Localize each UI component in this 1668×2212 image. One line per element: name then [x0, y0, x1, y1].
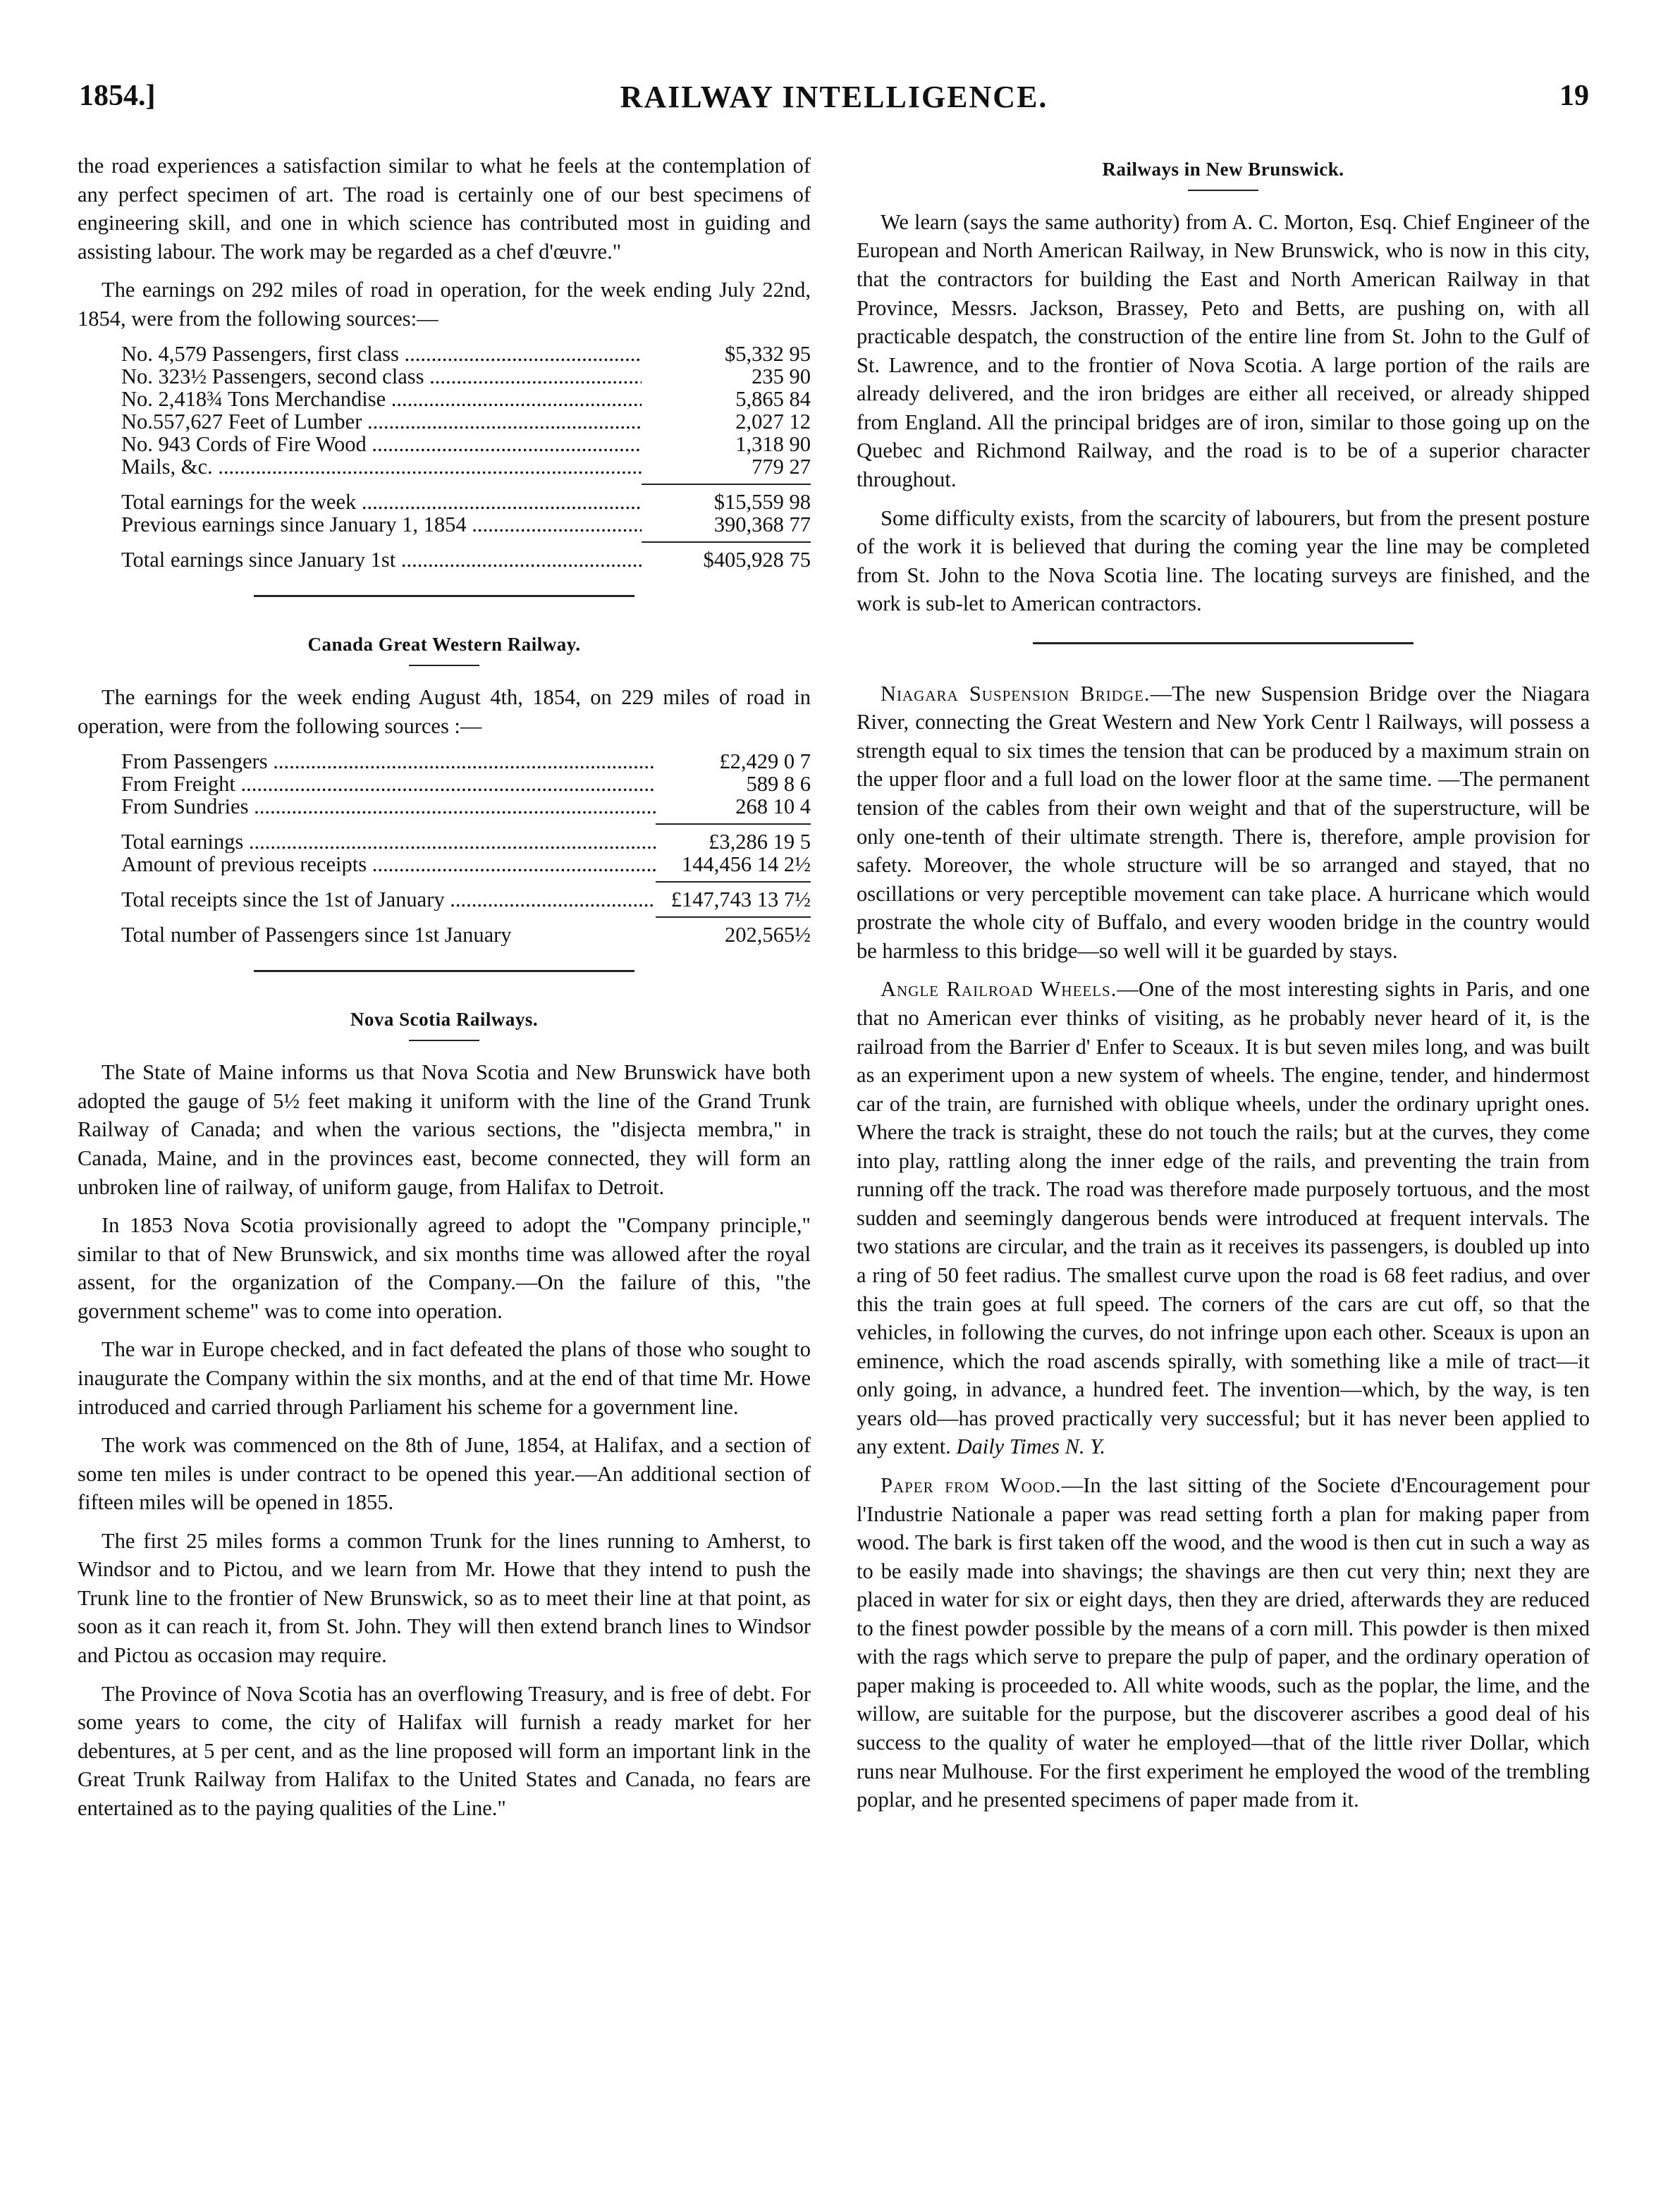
- table-row: From Sundries ..... 268 10 4: [121, 795, 811, 818]
- sum-rule: [642, 484, 811, 485]
- paper-from-wood-body: —In the last sitting of the Societe d'Encouragement pour l'Industrie Nationale a paper was read setting forth a plan for making paper from wood. The bark is first taken off the wood, and the wood is then cut in such a way as to be easily made into shavings; the shavings are then cut very thin; next they are placed in water for six or eight days, then they are dried, afterwards they are reduced to the finest powder possible by the means of a corn mill. This powder is then mixed with the rags which serve to prepare the pulp of paper, and the ordinary operation of paper making is proceeded to. All white woods, such as the poplar, the lime, and the willow, are suitable for the purpose, but the discoverer ascribes a good deal of his success to the quality of water he employed—that of the little river Dollar, which runs near Mulhouse. For the first experiment he employed the wood of the trembling poplar, and he presented specimens of paper made from it.: [857, 1473, 1590, 1812]
- section-divider: [254, 970, 634, 972]
- section-heading-canada-great-western: Canada Great Western Railway.: [307, 634, 581, 656]
- section-heading-new-brunswick: Railways in New Brunswick.: [1102, 159, 1344, 180]
- section-divider: [1033, 642, 1413, 644]
- grand-total-row: Total earnings since January 1st ..... $405,928 75: [78, 548, 811, 571]
- table-row: Mails, &c. ..... 779 27: [78, 455, 811, 478]
- continued-paragraph: the road experiences a satisfaction similar to what he feels at the contemplation of any perfect specimen of art. The road is certainly one of our best specimens of engineering skill, and one in which science has contributed most in guiding and assisting labour. The work may be regarded as a chef d'œuvre.": [78, 154, 811, 264]
- article-paragraph: The first 25 miles forms a common Trunk for the lines running to Amherst, to Windsor and to Pictou, and we learn from Mr. Howe that they intend to push the Trunk line to the frontier of New Brunswick, so as to meet their line at that point, as soon as it can reach it, from St. John. They will then extend branch lines to Windsor and Pictou as occasion may require.: [78, 1528, 811, 1667]
- sum-rule: [656, 881, 811, 883]
- table-row: No. 943 Cords of Fire Wood ..... 1,318 90: [78, 433, 811, 455]
- total-row: Total earnings for the week ..... $15,559 98: [78, 491, 811, 513]
- sum-rule: [642, 541, 811, 543]
- article-paragraph: The State of Maine informs us that Nova Scotia and New Brunswick have both adopted the gauge of 5½ feet making it uniform with the line of the Grand Trunk Railway of Canada; and when the various sections, the "disjecta membra," in Canada, Maine, and in the provinces east, become connected, they will form an unbroken line of railway, of uniform gauge, from Halifax to Detroit.: [78, 1060, 811, 1199]
- total-row: Total earnings ..... £3,286 19 5: [121, 830, 811, 853]
- heading-rule: [1188, 190, 1258, 191]
- niagara-article: [857, 680, 1590, 966]
- heading-rule: [409, 665, 479, 666]
- table-row: No. 323½ Passengers, second class ..... 235 90: [78, 365, 811, 388]
- page-number: 19: [1559, 80, 1589, 112]
- section-heading-nova-scotia: Nova Scotia Railways.: [350, 1009, 539, 1031]
- table-row: From Freight ..... 589 8 6: [121, 773, 811, 795]
- cgw-earnings-table: [78, 750, 811, 946]
- heading-rule: [409, 1040, 479, 1041]
- angle-wheels-article: [857, 975, 1590, 1461]
- paper-from-wood-article: [857, 1471, 1590, 1814]
- left-column: [78, 152, 811, 1832]
- article-paragraph: The war in Europe checked, and in fact defeated the plans of those who sought to inaugurate the Company within the six months, and at the end of that time Mr. Howe introduced and carried through Parliament his scheme for a government line.: [78, 1337, 811, 1419]
- article-paragraph: Some difficulty exists, from the scarcity of labourers, but from the present posture of the work it is believed that during the coming year the line may be completed from St. John to the Nova Scotia line. The locating surveys are finished, and the work is sub-let to American contractors.: [857, 505, 1590, 616]
- us-earnings-intro: The earnings on 292 miles of road in operation, for the week ending July 22nd, 1854, were from the following sources:—: [78, 278, 811, 331]
- table-row: No. 2,418¾ Tons Merchandise ..... 5,865 84: [78, 388, 811, 410]
- sum-rule: [656, 916, 811, 918]
- right-column: [857, 152, 1590, 1824]
- angle-wheels-headline: Angle Railroad Wheels.: [881, 977, 1117, 1002]
- table-row: No. 4,579 Passengers, first class ..... $5,332 95: [78, 343, 811, 365]
- niagara-headline: Niagara Suspension Bridge.: [881, 681, 1151, 706]
- niagara-body: —The new Suspension Bridge over the Niagara River, connecting the Great Western and New York Centr l Railways, will possess a strength equal to six times the tension that can be produced by a maximum strain on the upper floor and a full load on the lower floor at the same time. —The permanent tension of the cables from their own weight and that of the superstructure, will be only one-tenth of their ultimate strength. There is, therefore, ample provision for safety. Moreover, the whole structure will be so arranged and stayed, that no oscillations or very perceptible movement can take place. A hurricane which would prostrate the whole city of Buffalo, and every wooden bridge in the country would be harmless to this bridge—so well will it be guarded by stays.: [857, 681, 1590, 963]
- article-paragraph: In 1853 Nova Scotia provisionally agreed to adopt the "Company principle," similar to that of New Brunswick, and six months time was allowed after the royal assent, for the organization of the Company.—On the failure of this, "the government scheme" was to come into operation.: [78, 1213, 811, 1323]
- cgw-earnings-intro: The earnings for the week ending August 4th, 1854, on 229 miles of road in operation, were from the following sources :—: [78, 685, 811, 738]
- article-paragraph: The work was commenced on the 8th of June, 1854, at Halifax, and a section of some ten miles is under contract to be opened this year.—An additional section of fifteen miles will be opened in 1855.: [78, 1433, 811, 1515]
- table-row: From Passengers ..... £2,429 0 7: [121, 750, 811, 773]
- angle-wheels-body: —One of the most interesting sights in Paris, and one that no American ever thinks of visiting, as he probably never heard of it, is the railroad from the Barrier d' Enfer to Sceaux. It is but seven miles long, and was built as an experiment upon a new system of wheels. The engine, tender, and hindermost car of the train, are furnished with oblique wheels, under the ordinary upright ones. Where the track is straight, these do not touch the rails; but at the curves, they come into play, rattling along the inner edge of the rails, and preventing the train from running off the track. The road was therefore made purposely tortuous, and the most sudden and seemingly dangerous bends were introduced at frequent intervals. The two stations are circular, and the train as it receives its passengers, is doubled up into a ring of 50 feet radius. The smallest curve upon the road is 68 feet radius, and over this the train goes at full speed. The corners of the cars are cut off, so that the vehicles, in following the curves, do not infringe upon each other. Sceaux is upon an eminence, which the road ascends spirally, with something like a mile of tract—it only going, in advance, a hundred feet. The invention—which, by the way, is ten years old—has proved practically very successful; but it has never been applied to any extent.: [857, 977, 1590, 1459]
- passenger-total-row: Total number of Passengers since 1st January 202,565½: [121, 923, 811, 947]
- page-year: 1854.]: [79, 80, 156, 112]
- article-paragraph: The Province of Nova Scotia has an overflowing Treasury, and is free of debt. For some years to come, the city of Halifax will furnish a ready market for her debentures, at 5 per cent, and as the line proposed will form an important link in the Great Trunk Railway from Halifax to the United States and Canada, no fears are entertained as to the paying qualities of the Line.": [78, 1681, 811, 1820]
- page-header: [79, 79, 1589, 128]
- running-title: RAILWAY INTELLIGENCE.: [620, 80, 1048, 114]
- grand-total-row: Total receipts since the 1st of January ..... £147,743 13 7½: [121, 888, 811, 911]
- sum-rule: [656, 823, 811, 825]
- us-earnings-table: [78, 343, 811, 571]
- total-row: Amount of previous receipts ..... 144,456 14 2½: [121, 853, 811, 875]
- section-divider: [254, 595, 634, 597]
- article-paragraph: We learn (says the same authority) from A. C. Morton, Esq. Chief Engineer of the European and North American Railway, in New Brunswick, who is now in this city, that the contractors for building the East and North American Railway in that Province, Messrs. Jackson, Brassey, Peto and Betts, are pushing on, with all practicable despatch, the construction of the entire line from St. John to the Gulf of St. Lawrence, and to the frontier of Nova Scotia. A large portion of the rails are already delivered, and the iron bridges are either all received, or already shipped from England. All the principal bridges are of iron, similar to those going up on the Quebec and Richmond Railway, and the road is to be of a superior character throughout.: [857, 209, 1590, 491]
- paper-from-wood-headline: Paper from Wood.: [881, 1473, 1062, 1497]
- total-row: Previous earnings since January 1, 1854 ..... 390,368 77: [78, 513, 811, 536]
- table-row: No.557,627 Feet of Lumber ..... 2,027 12: [78, 410, 811, 433]
- article-source: Daily Times N. Y.: [956, 1434, 1106, 1459]
